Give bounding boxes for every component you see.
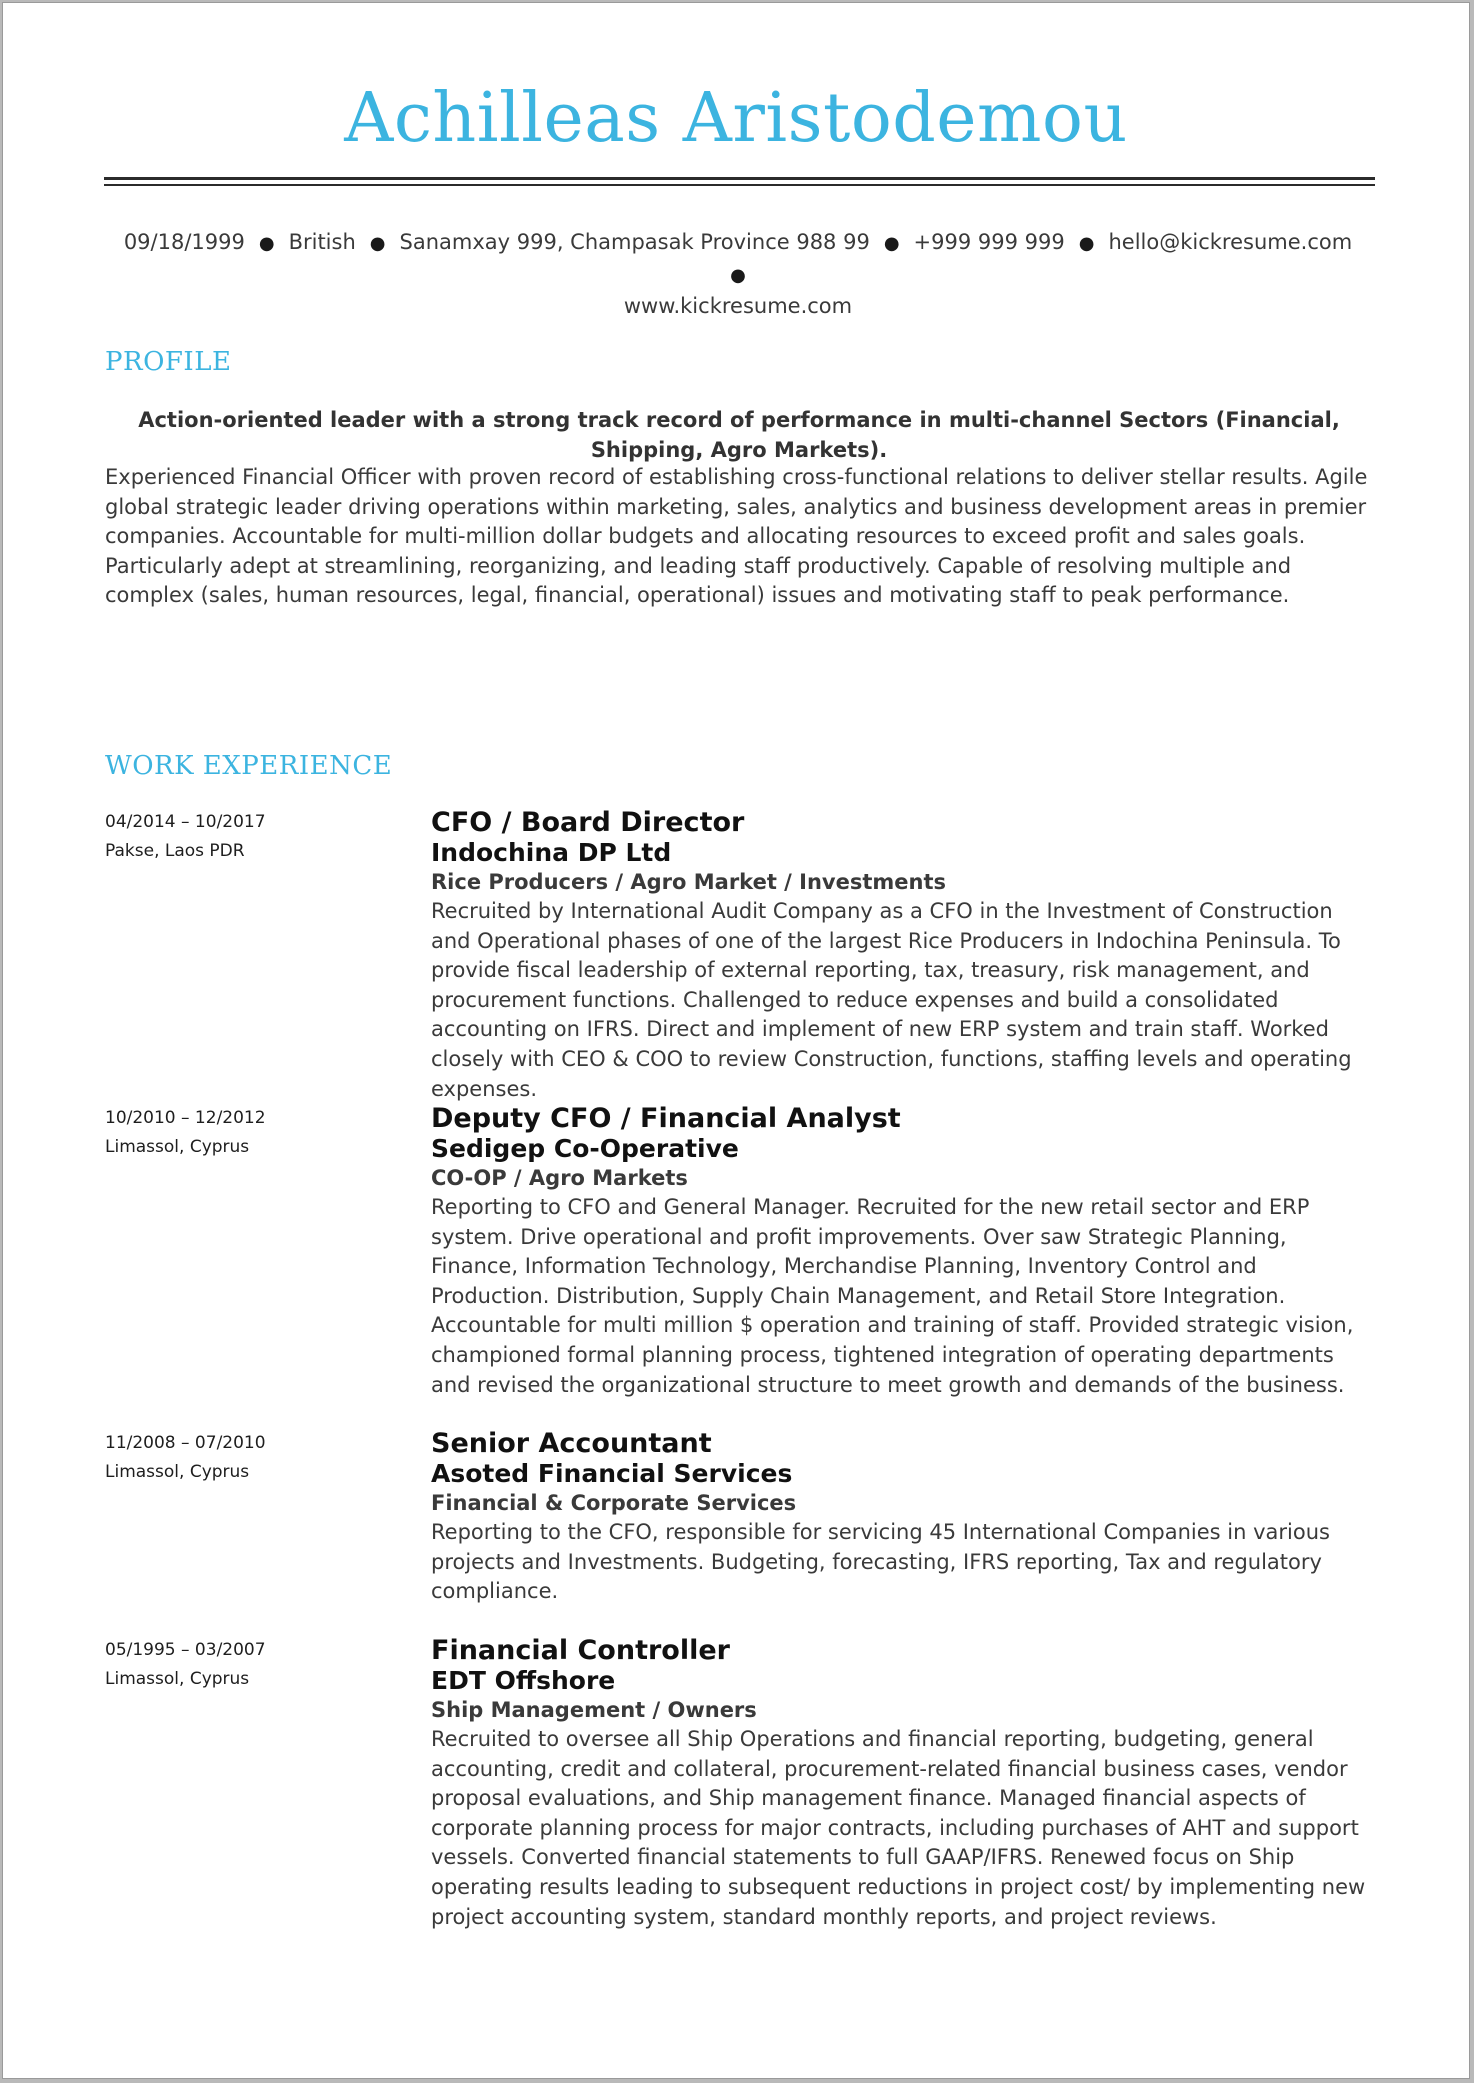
profile-summary: Action-oriented leader with a strong track record of performance in multi-channel Sectors (Financial, Shipping, Agro Markets).	[138, 408, 1340, 462]
job-location: Pakse, Laos PDR	[105, 841, 245, 861]
job-title: Deputy CFO / Financial Analyst	[431, 1103, 901, 1134]
job-meta	[105, 1429, 405, 1487]
job-sector: Ship Management / Owners	[431, 1698, 757, 1722]
nationality: British	[288, 230, 356, 254]
bullet-dot-icon: ●	[369, 233, 386, 254]
job-dates: 11/2008 – 07/2010	[105, 1433, 266, 1453]
job-body	[431, 1104, 1376, 1400]
job-dates: 10/2010 – 12/2012	[105, 1108, 266, 1128]
profile-text: Experienced Financial Officer with proven record of establishing cross-functional relations to deliver stellar results. Agile global strategic leader driving operations within marketing, sales, analytics and business development areas in premier companies. Accountable for multi-million dollar budgets and allocating resources to exceed profit and sales goals. Particularly adept at streamlining, reorganizing, and leading staff productively. Capable of resolving multiple and complex (sales, human resources, legal, financial, operational) issues and motivating staff to peak performance.	[105, 465, 1368, 608]
job-location: Limassol, Cyprus	[105, 1137, 250, 1157]
job-meta	[105, 1104, 405, 1162]
birth-date: 09/18/1999	[123, 230, 245, 254]
job-company: EDT Offshore	[431, 1666, 616, 1695]
job-description: Recruited to oversee all Ship Operations and financial reporting, budgeting, general accounting, credit and collateral, procurement-related financial business cases, vendor proposal evaluations, and Ship management finance. Managed financial aspects of corporate planning process for major contracts, including purchases of AHT and support vessels. Converted financial statements to full GAAP/IFRS. Renewed focus on Ship operating results leading to subsequent reductions in project cost/ by implementing new project accounting system, standard monthly reports, and project reviews.	[431, 1727, 1366, 1929]
job-dates: 04/2014 – 10/2017	[105, 812, 266, 832]
address: Sanamxay 999, Champasak Province 988 99	[399, 230, 870, 254]
job-description: Recruited by International Audit Company as a CFO in the Investment of Construction and Operational phases of one of the largest Rice Producers in Indochina Peninsula. To provide fiscal leadership of external reporting, tax, treasury, risk management, and procurement functions. Challenged to reduce expenses and build a consolidated accounting on IFRS. Direct and implement of new ERP system and train staff. Worked closely with CEO & COO to review Construction, functions, staffing levels and operating expenses.	[431, 899, 1352, 1101]
bullet-dot-icon: ●	[883, 233, 900, 254]
job-body	[431, 1636, 1376, 1932]
contact-line	[113, 227, 1363, 321]
bullet-dot-icon: ●	[730, 265, 746, 286]
job-title: Financial Controller	[431, 1635, 730, 1666]
bullet-dot-icon: ●	[1078, 233, 1095, 254]
header-rule-bottom	[104, 184, 1375, 186]
job-meta	[105, 808, 405, 866]
candidate-name: Achilleas Aristodemou	[344, 79, 1128, 158]
website-link[interactable]: www.kickresume.com	[623, 294, 853, 318]
phone: +999 999 999	[913, 230, 1065, 254]
email-link[interactable]: hello@kickresume.com	[1108, 230, 1353, 254]
header-rule-top	[104, 177, 1375, 180]
job-description: Reporting to CFO and General Manager. Recruited for the new retail sector and ERP system. Drive operational and profit improvements. Over saw Strategic Planning, Finance, Information Technology, Merchandise Planning, Inventory Control and Production. Distribution, Supply Chain Management, and Retail Store Integration. Accountable for multi million $ operation and training of staff. Provided strategic vision, championed formal planning process, tightened integration of operating departments and revised the organizational structure to meet growth and demands of the business.	[431, 1195, 1354, 1397]
job-title: CFO / Board Director	[431, 807, 745, 838]
job-meta	[105, 1636, 405, 1694]
job-company: Asoted Financial Services	[431, 1459, 793, 1488]
job-body	[431, 1429, 1376, 1607]
job-location: Limassol, Cyprus	[105, 1669, 250, 1689]
job-company: Indochina DP Ltd	[431, 838, 672, 867]
profile-heading: PROFILE	[105, 347, 232, 377]
job-location: Limassol, Cyprus	[105, 1462, 250, 1482]
job-body	[431, 808, 1376, 1104]
job-sector: Financial & Corporate Services	[431, 1491, 797, 1515]
job-description: Reporting to the CFO, responsible for servicing 45 International Companies in various projects and Investments. Budgeting, forecasting, IFRS reporting, Tax and regulatory compliance.	[431, 1520, 1330, 1604]
job-title: Senior Accountant	[431, 1428, 712, 1459]
job-sector: CO-OP / Agro Markets	[431, 1166, 688, 1190]
job-dates: 05/1995 – 03/2007	[105, 1640, 266, 1660]
job-sector: Rice Producers / Agro Market / Investments	[431, 870, 946, 894]
bullet-dot-icon: ●	[258, 233, 275, 254]
job-company: Sedigep Co-Operative	[431, 1134, 739, 1163]
resume-page	[2, 2, 1470, 2079]
work-experience-heading: WORK EXPERIENCE	[105, 751, 393, 781]
